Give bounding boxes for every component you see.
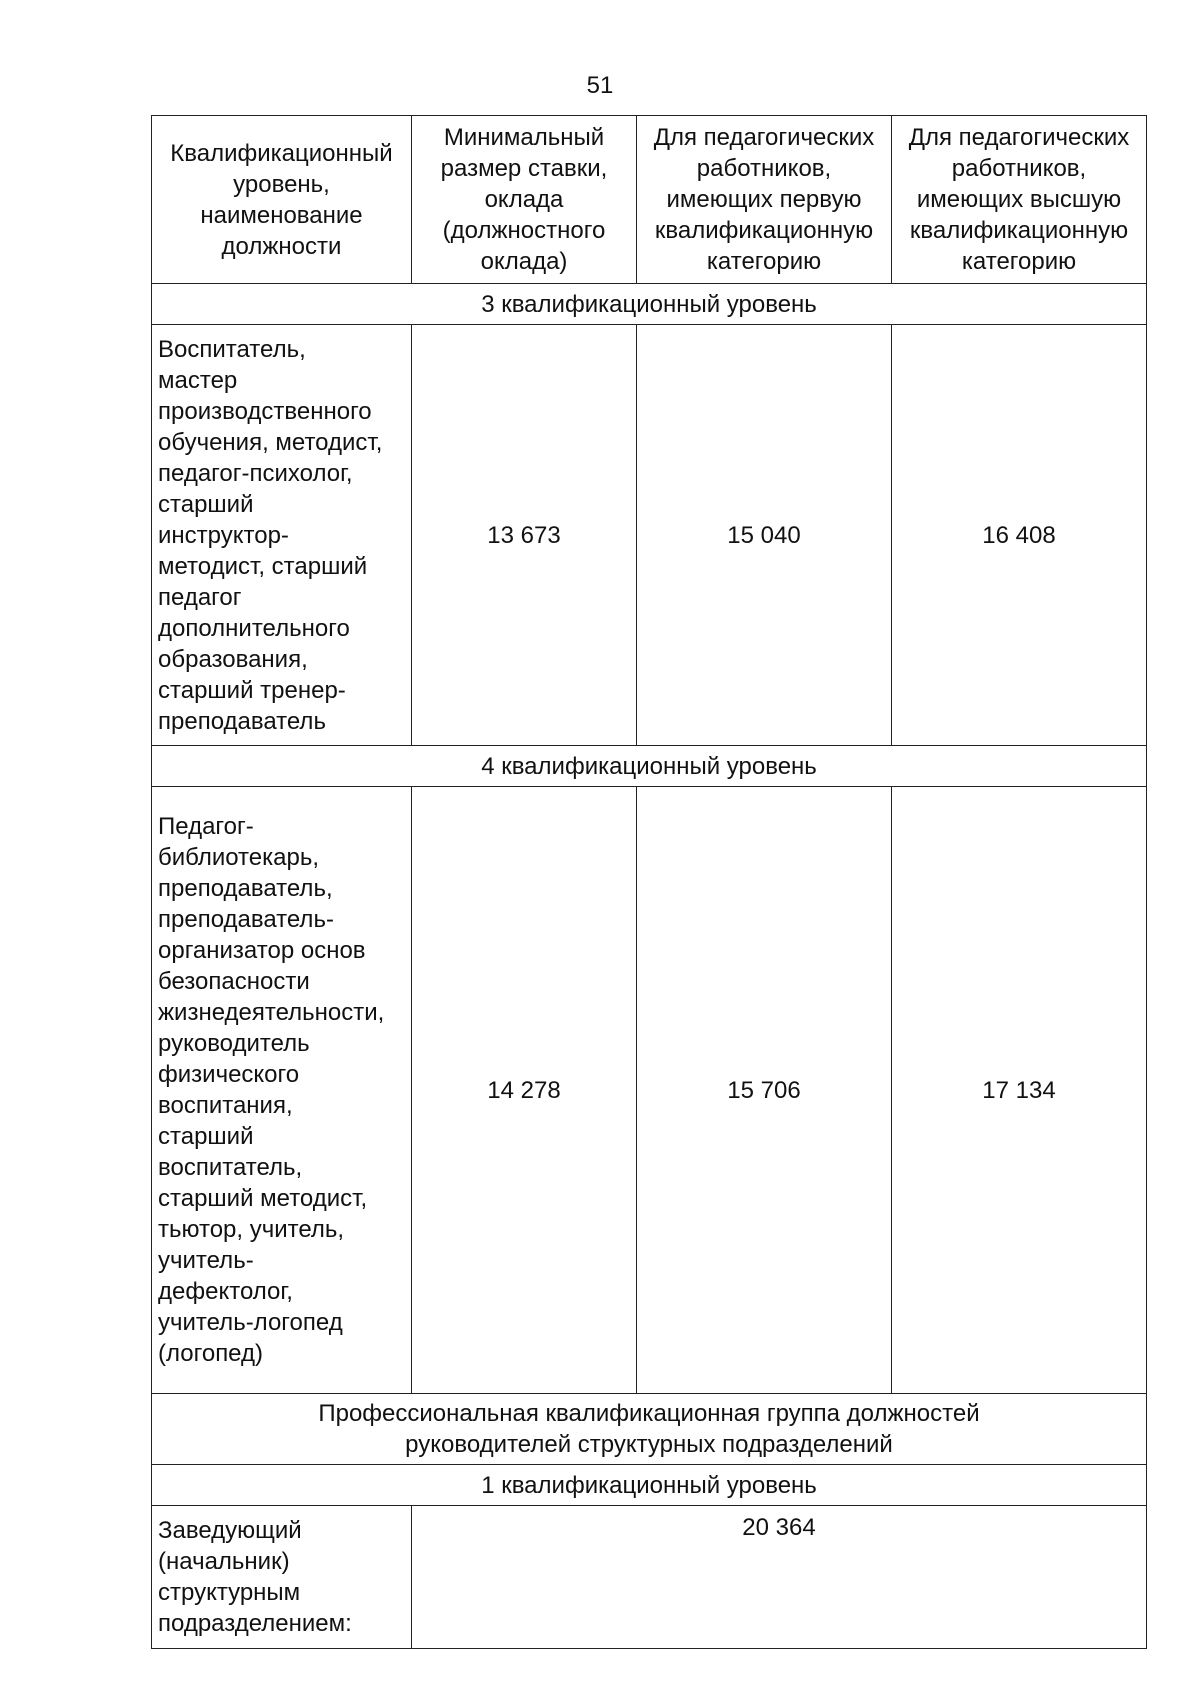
header-position: Квалификационный уровень, наименование должности (152, 116, 412, 284)
table-header-row (152, 116, 1147, 284)
table-row (152, 787, 1147, 1394)
level-4-min-salary: 14 278 (412, 787, 637, 1394)
level-heading-row (152, 1465, 1147, 1506)
level-3-heading: 3 квалификационный уровень (152, 284, 1147, 325)
level-4-heading: 4 квалификационный уровень (152, 746, 1147, 787)
level-heading-row (152, 746, 1147, 787)
table-row (152, 1506, 1147, 1649)
level-3-first-category: 15 040 (637, 325, 892, 746)
header-min-salary: Минимальный размер ставки, оклада (должностного оклада) (412, 116, 637, 284)
table-row (152, 325, 1147, 746)
level-3-min-salary: 13 673 (412, 325, 637, 746)
level-1-min-salary: 20 364 (412, 1506, 1147, 1649)
level-1-heading: 1 квалификационный уровень (152, 1465, 1147, 1506)
page-number: 51 (586, 72, 614, 99)
level-4-highest-category: 17 134 (892, 787, 1147, 1394)
level-3-highest-category: 16 408 (892, 325, 1147, 746)
group-heading-row (152, 1394, 1147, 1465)
level-3-positions: Воспитатель, мастер производственного обучения, методист, педагог-психолог, старший инструктор- методист, старший педагог дополнительного образования, старший тренер- преподаватель (152, 325, 412, 746)
level-heading-row (152, 284, 1147, 325)
level-4-first-category: 15 706 (637, 787, 892, 1394)
salary-table (151, 115, 1147, 1649)
level-4-positions: Педагог- библиотекарь, преподаватель, преподаватель- организатор основ безопасности жизнедеятельности, руководитель физического воспитания, старший воспитатель, старший методист, тьютор, учитель, учитель- дефектолог, учитель-логопед (логопед) (152, 787, 412, 1394)
header-highest-category: Для педагогических работников, имеющих высшую квалификационную категорию (892, 116, 1147, 284)
group-heading: Профессиональная квалификационная группа должностей руководителей структурных подразделений (152, 1394, 1147, 1465)
header-first-category: Для педагогических работников, имеющих первую квалификационную категорию (637, 116, 892, 284)
level-1-positions: Заведующий (начальник) структурным подразделением: (152, 1506, 412, 1649)
